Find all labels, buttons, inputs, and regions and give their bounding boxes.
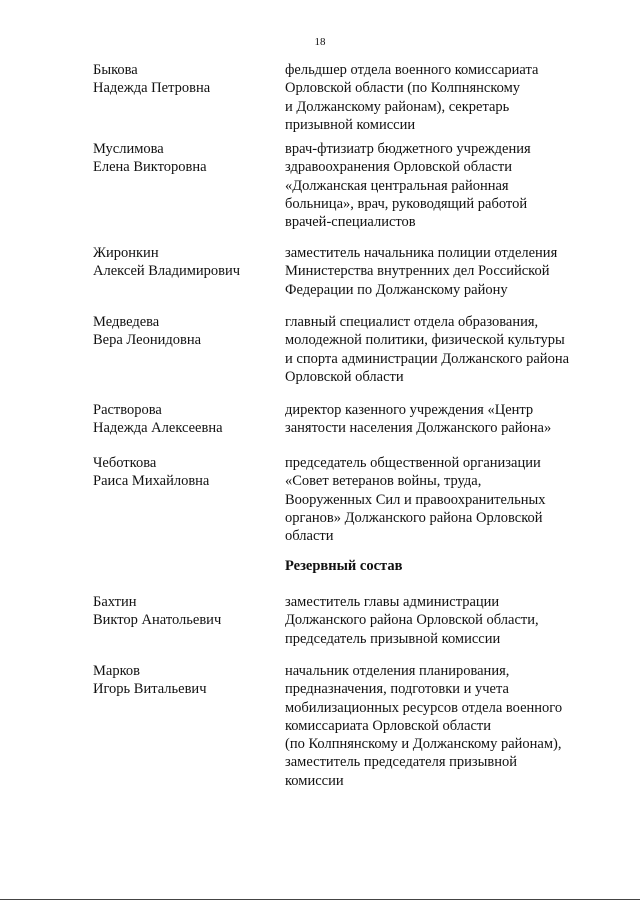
member-role: заместитель начальника полиции отделения Министерства внутренних дел Российской Федерации по Должанскому району (285, 245, 558, 298)
member-name: Чеботкова Раиса Михайловна (93, 455, 210, 490)
member-name: Медведева Вера Леонидовна (93, 314, 202, 349)
member-name: Жиронкин Алексей Владимирович (93, 245, 241, 280)
reserve-section-heading: Резервный состав (285, 558, 403, 574)
member-name: Растворова Надежда Алексеевна (93, 402, 223, 437)
member-role: врач-фтизиатр бюджетного учреждения здравоохранения Орловской области «Должанская центральная районная больница», врач, руководящий работой врачей-специалистов (285, 141, 531, 231)
member-role: директор казенного учреждения «Центр занятости населения Должанского района» (285, 402, 552, 437)
member-role: председатель общественной организации «Совет ветеранов войны, труда, Вооруженных Сил и правоохранительных органов» Должанского района Орловской области (285, 455, 546, 545)
member-name: Марков Игорь Витальевич (93, 663, 207, 698)
member-name: Муслимова Елена Викторовна (93, 141, 207, 176)
member-role: начальник отделения планирования, предназначения, подготовки и учета мобилизационных ресурсов отдела военного комиссариата Орловской области (по Колпнянскому и Должанскому районам), заместитель председателя призывной комиссии (285, 663, 563, 789)
member-role: фельдшер отдела военного комиссариата Орловской области (по Колпнянскому и Должанскому районам), секретарь призывной комиссии (285, 62, 539, 133)
member-name: Быкова Надежда Петровна (93, 62, 211, 97)
page-number: 18 (314, 36, 326, 48)
member-role: главный специалист отдела образования, молодежной политики, физической культуры и спорта администрации Должанского района Орловской области (285, 314, 570, 385)
member-name: Бахтин Виктор Анатольевич (93, 594, 222, 629)
page-bottom-rule (0, 899, 640, 900)
member-role: заместитель главы администрации Должанского района Орловской области, председатель призывной комиссии (285, 594, 539, 647)
